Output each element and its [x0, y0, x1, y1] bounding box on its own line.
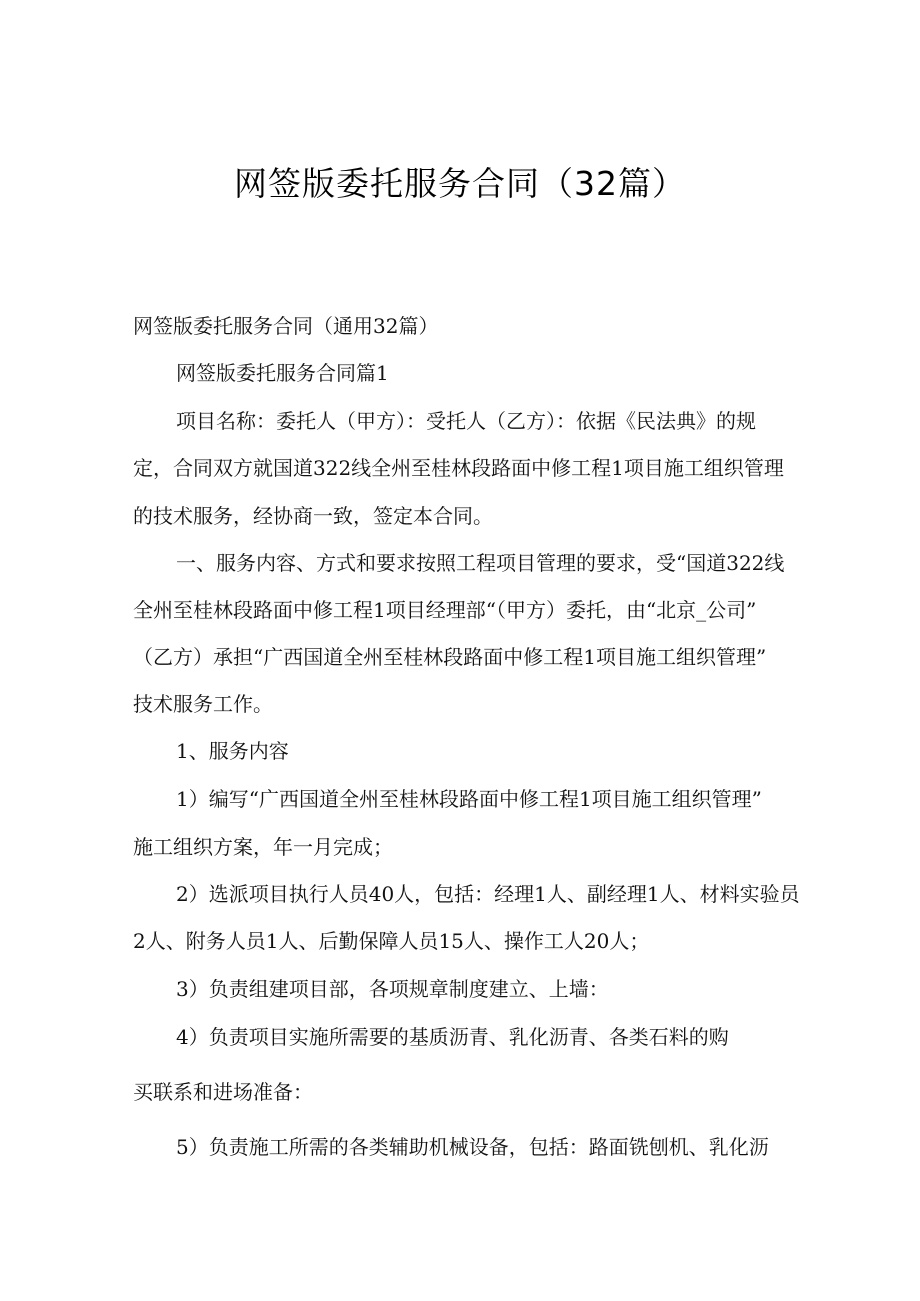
list-item: 4）负责项目实施所需要的基质沥青、乳化沥青、各类石料的购: [176, 1025, 729, 1049]
paragraph-line: （乙方）承担“广西国道全州至桂林段路面中修工程1项目施工组织管理”: [133, 645, 767, 669]
paragraph-line: 技术服务工作。: [133, 692, 273, 716]
paragraph-line: 的技术服务，经协商一致，签定本合同。: [133, 504, 493, 528]
section-heading: 网签版委托服务合同篇1: [176, 361, 389, 385]
list-item-continuation: 施工组织方案，年一月完成；: [133, 835, 393, 859]
list-item: 3）负责组建项目部，各项规章制度建立、上墙：: [176, 977, 609, 1001]
list-item-continuation: 买联系和进场准备：: [133, 1080, 313, 1104]
paragraph-line: 定，合同双方就国道322线全州至桂林段路面中修工程1项目施工组织管理: [133, 456, 784, 480]
list-item: 1）编写“广西国道全州至桂林段路面中修工程1项目施工组织管理”: [176, 787, 762, 811]
list-item-continuation: 2人、附务人员1人、后勤保障人员15人、操作工人20人；: [133, 929, 650, 953]
list-heading: 1、服务内容: [176, 739, 289, 763]
document-title: 网签版委托服务合同（32篇）: [234, 164, 686, 203]
list-item: 5）负责施工所需的各类辅助机械设备，包括：路面铣刨机、乳化沥: [176, 1135, 769, 1159]
list-item: 2）选派项目执行人员40人，包括：经理1人、副经理1人、材料实验员: [176, 882, 800, 906]
paragraph-line: 一、服务内容、方式和要求按照工程项目管理的要求，受“国道322线: [176, 551, 785, 575]
subtitle-line: 网签版委托服务合同（通用32篇）: [133, 314, 439, 338]
paragraph-line: 项目名称：委托人（甲方）：受托人（乙方）：依据《民法典》的规: [176, 409, 756, 433]
paragraph-line: 全州至桂林段路面中修工程1项目经理部“（甲方）委托，由“北京_公司”: [133, 598, 757, 622]
